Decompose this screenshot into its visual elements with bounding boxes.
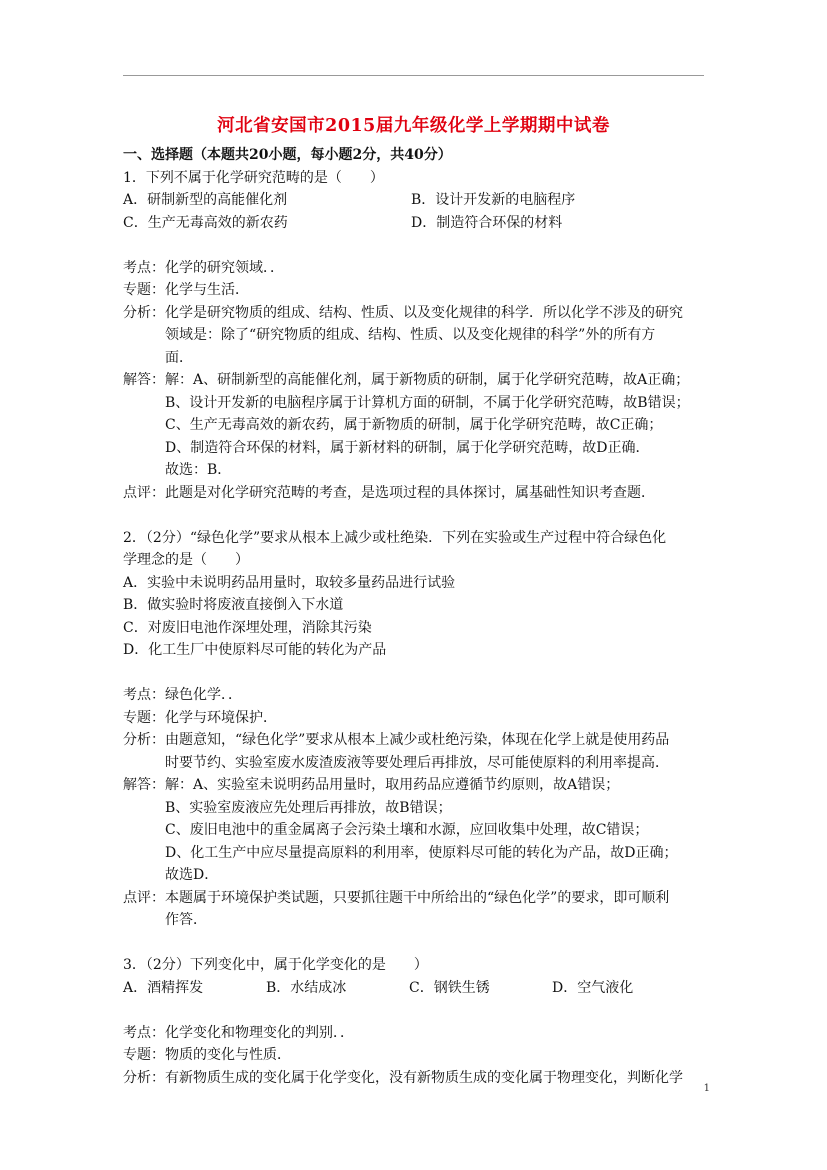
q1-jieda-line: C、生产无毒高效的新农药，属于新物质的研制，属于化学研究范畴，故C正确； [165, 417, 663, 433]
q1-fenxi-line: 面． [165, 349, 193, 366]
q1-kaodian [123, 257, 708, 280]
q1-fenxi-label: 分析： [123, 304, 165, 321]
q1-jieda-line: B、设计开发新的电脑程序属于计算机方面的研制，不属于化学研究范畴，故B错误； [165, 394, 690, 411]
q2-dianping [123, 887, 708, 932]
q1-option-a: A．研制新型的高能催化剂 [123, 192, 288, 208]
q1-jieda-line: D、制造符合环保的材料，属于新材料的研制，属于化学研究范畴，故D正确． [165, 439, 650, 456]
q3-kaodian [123, 1022, 708, 1045]
q3-option-c: C．钢铁生锈 [409, 979, 490, 996]
q2-kaodian-text: 绿色化学．． [165, 687, 242, 703]
q1-options-row1 [123, 189, 708, 212]
q3-zhuanti [123, 1044, 708, 1067]
q1-kaodian-text: 化学的研究领域．． [165, 259, 284, 276]
q3-option-b: B．水结成冰 [266, 979, 347, 996]
page-number: 1 [703, 1083, 710, 1094]
q3-fenxi-label: 分析： [123, 1069, 165, 1086]
q3-zhuanti-label: 专题： [123, 1047, 165, 1063]
q2-dianping-line: 作答． [165, 912, 207, 928]
q2-jieda-line: 解：A、实验室未说明药品用量时，取用药品应遵循节约原则，故A错误； [165, 777, 620, 793]
q2-jieda-line: D、化工生产中应尽量提高原料的利用率，使原料尽可能的转化为产品，故D正确； [165, 844, 678, 861]
q3-option-d: D．空气液化 [552, 979, 634, 996]
q1-fenxi [123, 302, 708, 370]
q2-zhuanti [123, 707, 708, 730]
q2-kaodian-label: 考点： [123, 687, 165, 703]
q2-fenxi-line: 时要节约、实验室废水废渣废液等要处理后再排放，尽可能使原料的利用率提高． [165, 754, 669, 771]
q1-jieda-line: 故选：B． [165, 462, 232, 478]
q2-option-a: A．实验中未说明药品用量时，取较多量药品进行试验 [123, 574, 456, 591]
exam-content [123, 144, 708, 1089]
exam-title: 河北省安国市2015届九年级化学上学期期中试卷 [217, 116, 610, 136]
q2-stem-line: 学理念的是（ ） [123, 552, 249, 568]
q1-jieda [123, 369, 708, 482]
q2-jieda-line: B、实验室废液应先处理后再排放，故B错误； [165, 799, 452, 816]
q1-dianping-line: 此题是对化学研究范畴的考查，是选项过程的具体探讨，属基础性知识考查题． [165, 484, 655, 501]
section-heading: 一、选择题（本题共20小题，每小题2分，共40分） [123, 147, 452, 163]
q2-dianping-line: 本题属于环境保护类试题，只要抓往题干中所给出的“绿色化学”的要求，即可顺利 [165, 889, 670, 906]
q2-fenxi-label: 分析： [123, 732, 165, 748]
q1-option-c: C．生产无毒高效的新农药 [123, 214, 288, 231]
q1-option-d: D．制造符合环保的材料 [411, 214, 563, 231]
q1-options-row2 [123, 212, 708, 235]
q1-zhuanti-text: 化学与生活． [165, 282, 249, 298]
q2-kaodian [123, 684, 708, 707]
q3-options-row [123, 977, 708, 1000]
q2-jieda-line: 故选D． [165, 867, 219, 883]
q3-zhuanti-text: 物质的变化与性质． [165, 1047, 291, 1063]
q3-stem: 3．（2分）下列变化中，属于化学变化的是 ） [123, 957, 428, 973]
q2-zhuanti-text: 化学与环境保护． [165, 709, 277, 726]
q2-option-d: D．化工生厂中使原料尽可能的转化为产品 [123, 642, 387, 658]
q1-dianping-label: 点评： [123, 484, 165, 501]
q1-option-b: B．设计开发新的电脑程序 [411, 192, 576, 208]
q1-zhuanti-label: 专题： [123, 282, 165, 298]
q2-jieda [123, 774, 708, 887]
q1-jieda-label: 解答： [123, 372, 165, 388]
q2-stem-line: 2．（2分）“绿色化学”要求从根本上减少或杜绝染．下列在实验或生产过程中符合绿色化 [123, 529, 667, 546]
q1-fenxi-line: 化学是研究物质的组成、结构、性质、以及变化规律的科学．所以化学不涉及的研究 [165, 304, 683, 321]
q2-jieda-label: 解答： [123, 777, 165, 793]
q3-fenxi [123, 1067, 708, 1090]
q3-kaodian-text: 化学变化和物理变化的判别．． [165, 1024, 354, 1041]
q1-dianping [123, 482, 708, 505]
header-rule [123, 75, 704, 76]
q2-dianping-label: 点评： [123, 889, 165, 906]
q2-jieda-line: C、废旧电池中的重金属离子会污染土壤和水源，应回收集中处理，故C错误； [165, 822, 649, 838]
q2-option-b: B．做实验时将废液直接倒入下水道 [123, 597, 344, 613]
q1-kaodian-label: 考点： [123, 259, 165, 276]
q2-zhuanti-label: 专题： [123, 709, 165, 726]
q1-jieda-line: 解：A、研制新型的高能催化剂，属于新物质的研制，属于化学研究范畴，故A正确； [165, 372, 690, 388]
q1-zhuanti [123, 279, 708, 302]
q1-fenxi-line: 领域是：除了“研究物质的组成、结构、性质、以及变化规律的科学”外的所有方 [165, 327, 656, 343]
q3-option-a: A．酒精挥发 [123, 979, 204, 996]
q3-fenxi-line: 有新物质生成的变化属于化学变化，没有新物质生成的变化属于物理变化，判断化学 [165, 1069, 683, 1086]
q2-fenxi-line: 由题意知，“绿色化学”要求从根本上减少或杜绝污染，体现在化学上就是使用药品 [165, 732, 670, 748]
q3-kaodian-label: 考点： [123, 1024, 165, 1041]
q2-option-c: C．对废旧电池作深埋处理，消除其污染 [123, 619, 372, 636]
q2-fenxi [123, 729, 708, 774]
q1-stem: 1．下列不属于化学研究范畴的是（ ） [123, 169, 384, 186]
